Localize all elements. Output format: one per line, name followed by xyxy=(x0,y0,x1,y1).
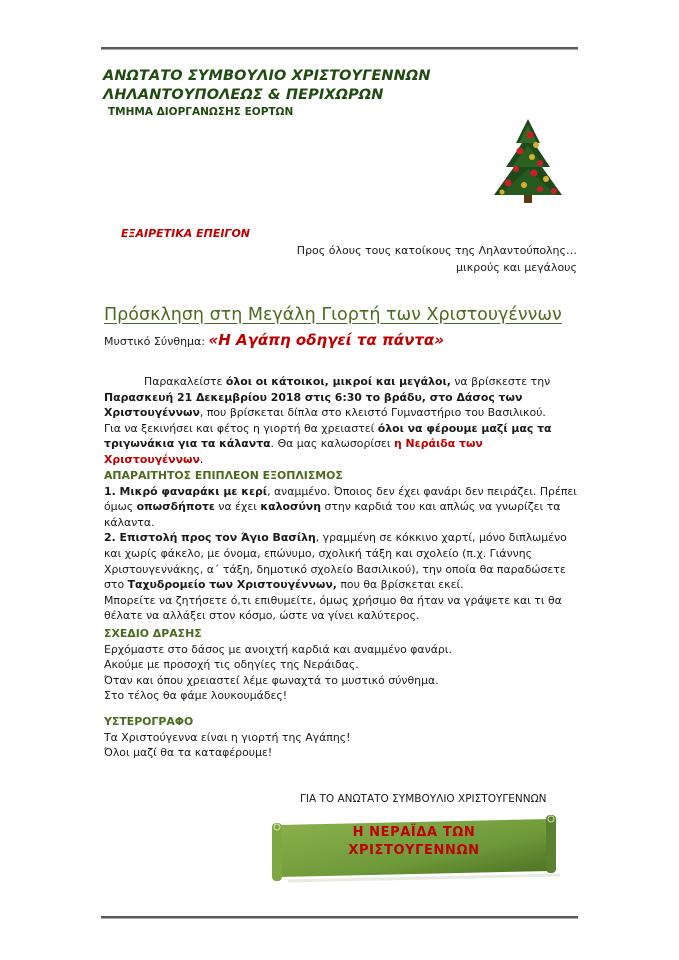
text: , αναμμένο. Όποιος δεν έχει φανάρι δεν πειράζει. Πρέπει όμως xyxy=(104,484,577,514)
text: να έχει xyxy=(214,500,261,514)
text: που θα βρίσκεται εκεί. xyxy=(336,578,464,592)
equipment-note: Μπορείτε να ζητήσετε ό,τι επιθυμείτε, όμως χρήσιμο θα ήταν να γράψετε και τι θα θέλατε να αλλάξει στον κόσμο, ώστε να γίνει καλύτερος. xyxy=(104,593,562,623)
signature-name-line2: ΧΡΙΣΤΟΥΓΕΝΝΩΝ xyxy=(348,843,480,858)
equipment-heading: ΑΠΑΡΑΙΤΗΤΟΣ ΕΠΙΠΛΕΟΝ ΕΞΟΠΛΙΣΜΟΣ xyxy=(104,469,343,482)
text-bold: Ταχυδρομείο των Χριστουγέννων, xyxy=(127,578,337,592)
plan-section xyxy=(104,626,582,704)
event-date-location: Παρασκευή 21 Δεκεμβρίου 2018 στις 6:30 το βράδυ, στο Δάσος των Χριστουγέννων xyxy=(104,390,523,420)
plan-line: Ερχόμαστε στο δάσος με ανοιχτή καρδιά και αναμμένο φανάρι. xyxy=(104,642,452,656)
text-bold: οπωσδήποτε xyxy=(136,500,215,514)
plan-line: Ακούμε με προσοχή τις οδηγίες της Νεράιδας. xyxy=(104,658,359,672)
addressee xyxy=(297,242,577,276)
bottom-rule xyxy=(101,916,578,919)
intro-paragraph xyxy=(104,374,582,468)
plan-heading: ΣΧΕΔΙΟ ΔΡΑΣΗΣ xyxy=(104,627,202,640)
text: . xyxy=(199,452,204,466)
equipment-section xyxy=(104,468,582,624)
fairy-name: η Νεράιδα των Χριστουγέννων xyxy=(104,437,483,466)
equipment-item-1 xyxy=(104,484,582,531)
text: , γραμμένη σε κόκκινο χαρτί, μόνο διπλωμένο και χωρίς φάκελο, με όνομα, επώνυμο, σχολική τάξη και σχολείο (π.χ. Γιάννης Χριστουγεννάκης, α΄ τάξη, δημοτικό σχολείο Βασιλικού), την οποία θα παραδώσετε στο xyxy=(104,531,567,592)
equipment-item-2 xyxy=(104,530,582,592)
invitation-title: Πρόσκληση στη Μεγάλη Γιορτή των Χριστουγέννων xyxy=(104,305,562,325)
department-name: ΤΜΗΜΑ ΔΙΟΡΓΑΝΩΣΗΣ ΕΟΡΤΩΝ xyxy=(108,106,294,118)
text: στην καρδιά του και απλώς να γνωρίζει τα κάλαντα. xyxy=(104,500,561,529)
text-bold: όλοι να φέρουμε μαζί μας τα τριγωνάκια για τα κάλαντα xyxy=(104,421,552,451)
text: Για να ξεκινήσει και φέτος η γιορτή θα χρειαστεί xyxy=(104,421,378,435)
text: . Θα μας καλωσορίσει xyxy=(270,437,395,451)
password-value: «Η Αγάπη οδηγεί τα πάντα» xyxy=(208,331,444,349)
addressee-line1: Προς όλους τους κατοίκους της Ληλαντούπολης… xyxy=(296,244,577,257)
top-rule xyxy=(101,47,578,50)
postscript-line: Όλοι μαζί θα τα καταφέρουμε! xyxy=(104,746,273,760)
password-line xyxy=(104,331,444,349)
signature-name-line1: Η ΝΕΡΑΪΔΑ ΤΩΝ xyxy=(352,825,476,840)
text: να βρίσκεστε την xyxy=(450,375,551,388)
text: , που βρίσκεται δίπλα στο κλειστό Γυμναστήριο του Βασιλικού. xyxy=(199,406,546,420)
postscript-line: Τα Χριστούγεννα είναι η γιορτή της Αγάπης! xyxy=(104,730,351,744)
urgent-label: ΕΞΑΙΡΕΤΙΚΑ ΕΠΕΙΓΟΝ xyxy=(121,227,251,240)
password-label: Μυστικό Σύνθημα: xyxy=(104,335,205,348)
text-bold: όλοι οι κάτοικοι, μικροί και μεγάλοι, xyxy=(225,375,451,388)
signature-name xyxy=(268,824,560,860)
plan-line: Όταν και όπου χρειαστεί λέμε φωναχτά το μυστικό σύνθημα. xyxy=(104,673,439,687)
postscript-section xyxy=(104,714,582,761)
text: Παρακαλείστε xyxy=(144,375,226,388)
addressee-line2: μικρούς και μεγάλους xyxy=(456,261,577,274)
text-bold: καλοσύνη xyxy=(260,500,321,514)
intro-p2 xyxy=(104,421,582,468)
christmas-tree-icon xyxy=(480,115,576,215)
signature-on-behalf: ΓΙΑ ΤΟ ΑΝΩΤΑΤΟ ΣΥΜΒΟΥΛΙΟ ΧΡΙΣΤΟΥΓΕΝΝΩΝ xyxy=(300,793,547,805)
text-bold: 1. Μικρό φαναράκι με κερί xyxy=(104,484,268,498)
org-name-line1: ΑΝΩΤΑΤΟ ΣΥΜΒΟΥΛΙΟ ΧΡΙΣΤΟΥΓΕΝΝΩΝ xyxy=(103,68,431,84)
intro-p1 xyxy=(104,374,582,421)
postscript-heading: ΥΣΤΕΡΟΓΡΑΦΟ xyxy=(104,715,194,728)
text-bold: 2. Επιστολή προς τον Άγιο Βασίλη xyxy=(104,531,316,545)
org-name-line2: ΛΗΛΑΝΤΟΥΠΟΛΕΩΣ & ΠΕΡΙΧΩΡΩΝ xyxy=(103,87,384,103)
plan-line: Στο τέλος θα φάμε λουκουμάδες! xyxy=(104,689,288,703)
